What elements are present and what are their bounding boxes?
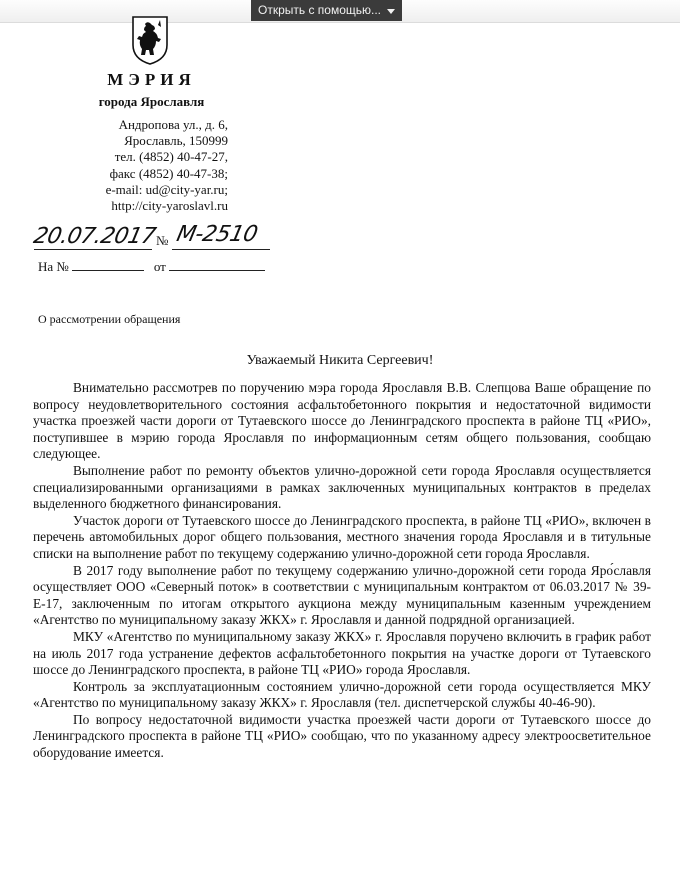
handwritten-number: М-2510 [174,222,260,247]
phone-line: тел. (4852) 40-47-27, [114,149,228,165]
fax-line: факс (4852) 40-47-38; [109,165,228,181]
body-paragraph: По вопросу недостаточной видимости участка проезжей части дороги от Тутаевского шоссе до Ленинградского проспекта в районе ТЦ «РИО» сообщаю, что по указанному адресу электроосветительное оборудование имеется. [33,711,651,761]
address-block [78,117,228,214]
number-underline [172,249,270,250]
reply-prefix: На № [38,259,69,274]
reply-date-blank [169,258,265,271]
greeting: Уважаемый Никита Сергеевич! [246,353,434,368]
date-underline [34,249,152,250]
letter-body [33,380,651,762]
coat-of-arms-icon [131,15,169,65]
website-line: http://city-yaroslavl.ru [111,198,228,214]
body-paragraph: Контроль за эксплуатационным состоянием улично-дорожной сети города осуществляется МКУ «Агентство по муниципальному заказу ЖКХ» г. Ярославля (тел. диспетчерской службы 40-46-90). [33,678,651,711]
org-subtitle: города Ярославля [98,94,205,109]
body-paragraph: Участок дороги от Тутаевского шоссе до Ленинградского проспекта, в районе ТЦ «РИО», включен в перечень автомобильных дорог общего пользования, местного значения города Ярославля и в титульные списки на выполнение работ по текущему содержанию улично-дорожной сети города Ярославля. [33,512,651,561]
letter-subject: О рассмотрении обращения [38,312,181,326]
body-paragraph: В 2017 году выполнение работ по текущему содержанию улично-дорожной сети города Яро́славля осуществляет ООО «Северный поток» в соответствии с муниципальным контрактом от 06.03.2017 № 39-Е-17, заключенным по итогам открытого аукциона между муниципальным казенным учреждением «Агентство по муниципальному заказу ЖКХ» г. Ярославля и данной подрядной организацией. [33,562,651,628]
address-line: Ярославль, 150999 [124,133,228,149]
org-title: МЭРИЯ [107,70,196,89]
reply-from-label: от [153,259,166,274]
open-with-label: Открыть с помощью... [258,3,382,17]
number-sign: № [156,233,169,248]
body-paragraph: МКУ «Агентство по муниципальному заказу ЖКХ» г. Ярославля поручено включить в график работ на июль 2017 года устранение дефектов асфальтобетонного покрытия на участке дороги от Тутаевского шоссе до Ленинградского проспекта, в районе ТЦ «РИО» города Ярославля. [33,628,651,678]
address-line: Андропова ул., д. 6, [118,117,228,132]
reply-reference [38,258,265,275]
reply-number-blank [72,258,144,271]
body-paragraph: Внимательно рассмотрев по поручению мэра города Ярославля В.В. Слепцова Ваше обращение по вопросу неудовлетворительного состояния асфальтобетонного покрытия и недостаточной видимости участка проезжей части дороги от Тутаевского шоссе до Ленинградского проспекта в районе ТЦ «РИО», поступившее в мэрию города Ярославля по информационным сетям общего пользования, сообщаю следующее. [33,380,651,462]
chevron-down-icon [387,9,395,14]
body-paragraph: Выполнение работ по ремонту объектов улично-дорожной сети города Ярославля осуществляется специализированными организациями в рамках заключенных муниципальных контрактов в пределах выделенного бюджетного финансирования. [33,462,651,512]
handwritten-date: 20.07.2017 [31,224,158,249]
viewer-toolbar [0,0,680,23]
email-line: e-mail: ud@city-yar.ru; [105,181,228,197]
open-with-button[interactable] [251,0,402,21]
